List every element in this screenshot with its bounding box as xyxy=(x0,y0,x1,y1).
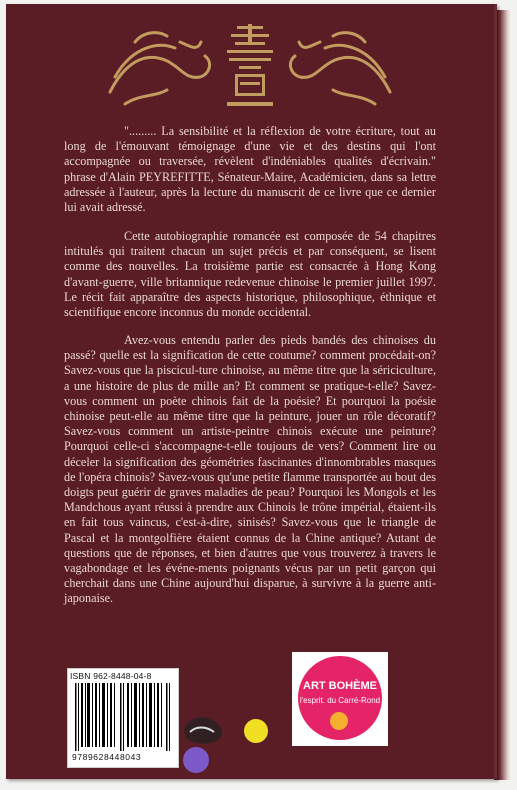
summary-paragraph: Cette autobiographie romancée est composée de 54 chapitres intitulés qui traitent chacun un sujet précis et par conséquent, se lisent comme des nouvelles. La troisième partie est consacrée à Hong Kong d'avant-guerre, ville britannique redevenue chinoise le premier juillet 1997. Le récit fait apparaître des aspects historique, philosophique, éthnique et scientifique encore inconnus du monde occidental. xyxy=(64,229,436,320)
dragon-emblem-icon xyxy=(105,22,395,114)
sticker-subtitle: l'esprit. du Carré-Rond xyxy=(299,696,381,705)
questions-paragraph: Avez-vous entendu parler des pieds bandés des chinoises du passé? quelle est la signification de cette coutume? comment procédait-on? Savez-vous que la piscicul-ture chinoise, au même titre que la sériciculture, a une histoire de plus de mille an? Et comment se pratique-t-elle? Savez-vous comment un poète chinois fait de la poésie? Et pourquoi la poésie chinoise peut-elle au même titre que la peinture, jouer un rôle décoratif? Savez-vous comment un artiste-peintre chinois exécute une peinture? Pourquoi celle-ci s'accompagne-t-elle toujours de vers? Comment lire ou déceler la signification des géométries fascinantes d'innombrables masques de l'opéra chinois? Savez-vous qu'une petite flamme transportée au bout des doigts peut guérir de graves maladies de peau? Pourquoi les Mongols et les Mandchous ayant réussi à prendre aux Chinois le trône impérial, étaient-ils en fait tous vaincus, c'est-à-dire, sinisés? Savez-vous que le triangle de Pascal et la montgolfière étaient connus de la Chine antique? Autant de questions que de réponses, et bien d'autres que vous trouverez à travers le vagabondage et les événe-ments poignants vécus par un petit garçon qui cherchait dans une Chine aujourd'hui disparue, à survivre à la guerre anti-japonaise. xyxy=(64,333,436,606)
ean-number: 9789628448043 xyxy=(72,752,142,762)
stamp-smudge-icon xyxy=(180,712,228,746)
isbn-text: ISBN 962-8448-04-8 xyxy=(70,671,152,681)
art-boheme-sticker xyxy=(292,652,388,746)
sticker-title: ART BOHÈME xyxy=(303,680,377,692)
barcode-label xyxy=(67,668,179,768)
yellow-sticker-dot xyxy=(244,719,268,743)
barcode-icon xyxy=(74,683,172,751)
sticker-logo-icon xyxy=(330,712,348,730)
purple-sticker-dot xyxy=(183,747,209,773)
quote-paragraph: "......... La sensibilité et la réflexion de votre écriture, tout au long de l'émouvant témoignage d'une vie et des destins qui l'ont accompagnée ou traversée, révèlent d'indéniables qualités d'écrivain." phrase d'Alain PEYREFITTE, Sénateur-Maire, Académicien, dans sa lettre adressée à l'auteur, après la lecture du manuscrit de ce livre que ce dernier lui avait adressé. xyxy=(64,124,436,215)
